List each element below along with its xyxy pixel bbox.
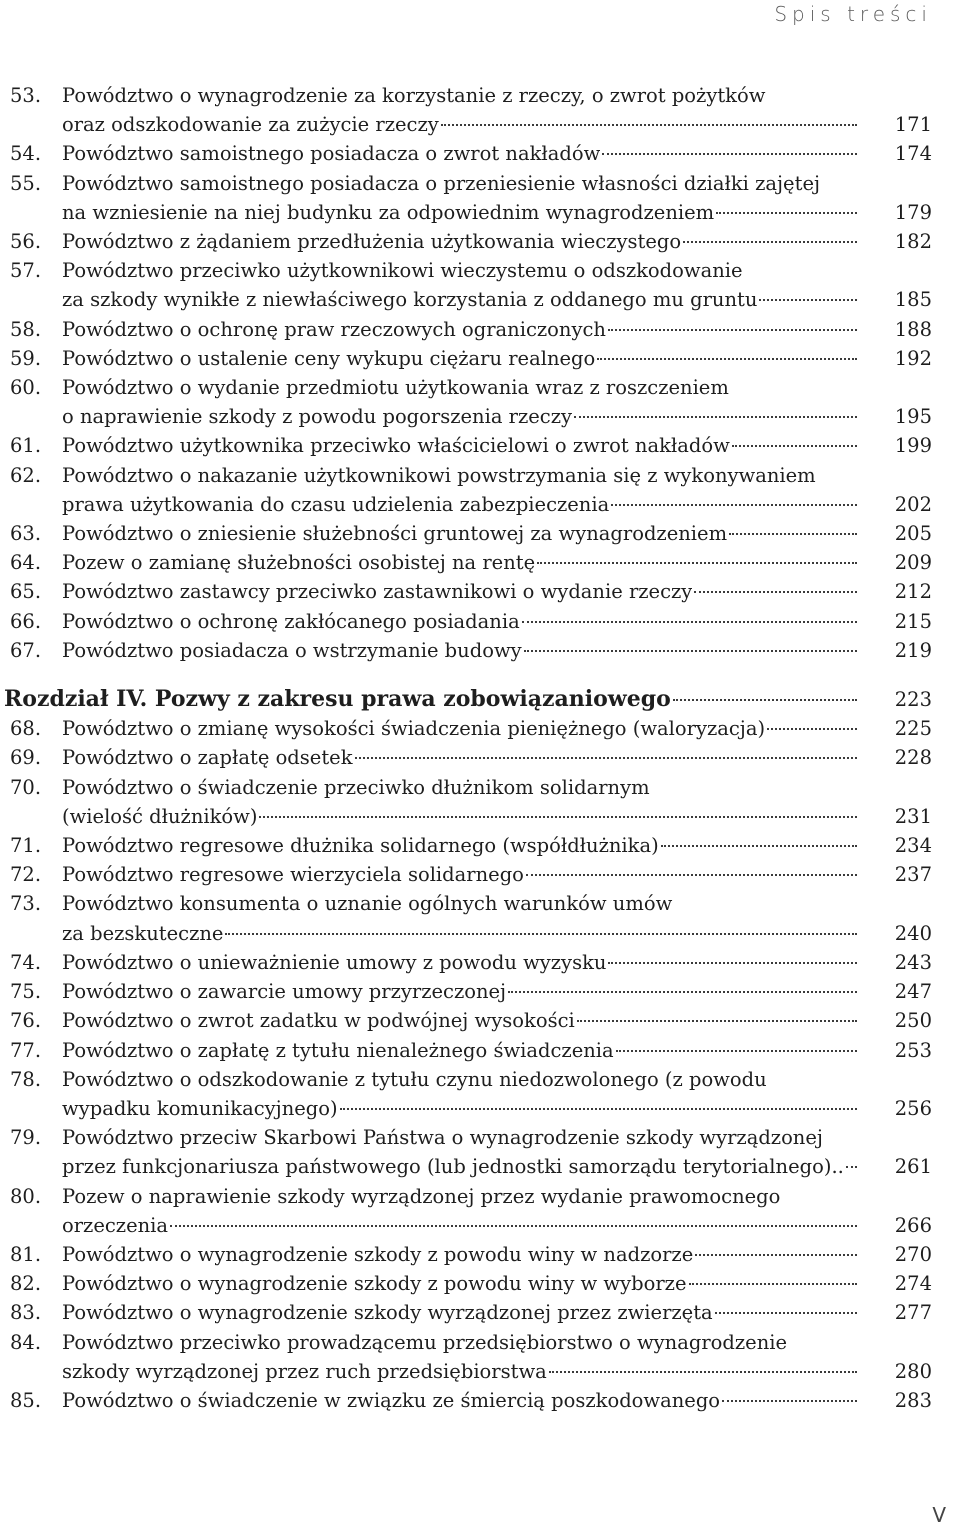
toc-entry[interactable] — [10, 577, 932, 606]
entry-title-line: Powództwo samoistnego posiadacza o zwrot nakładów — [62, 142, 601, 166]
entry-title-line: Powództwo użytkownika przeciwko właścicielowi o zwrot nakładów — [62, 434, 730, 458]
entry-number: 73. — [10, 892, 42, 916]
page-number: 174 — [894, 142, 932, 166]
toc-entry[interactable] — [10, 344, 932, 373]
entry-title — [62, 773, 860, 831]
dot-leader — [611, 504, 857, 506]
dot-leader — [767, 728, 857, 730]
toc-entry[interactable] — [10, 373, 932, 431]
dot-leader — [597, 358, 857, 360]
entry-number: 54. — [10, 142, 42, 166]
entry-title — [62, 1328, 860, 1386]
entry-title-line: Pozew o naprawienie szkody wyrządzonej przez wydanie prawomocnego — [62, 1184, 781, 1208]
entry-title-line: Powództwo konsumenta o uznanie ogólnych warunków umów — [62, 892, 673, 916]
dot-leader — [522, 621, 857, 623]
page-number: 202 — [894, 492, 932, 516]
toc-entry[interactable] — [10, 773, 932, 831]
entry-title — [62, 1386, 860, 1415]
page-number: 261 — [894, 1155, 932, 1179]
entry-title — [62, 1123, 860, 1181]
entry-title-line: Powództwo o ochronę zakłócanego posiadania — [62, 609, 520, 633]
toc-entry[interactable] — [10, 431, 932, 460]
entry-title — [62, 373, 860, 431]
entry-title-line: Powództwo o zniesienie służebności gruntowej za wynagrodzeniem — [62, 522, 728, 546]
entry-number: 64. — [10, 551, 42, 575]
page-number: 240 — [894, 921, 932, 945]
entry-title — [62, 743, 860, 772]
entry-title — [62, 948, 860, 977]
dot-leader — [225, 933, 857, 935]
entry-title-line: Powództwo regresowe wierzyciela solidarnego — [62, 863, 524, 887]
entry-number: 66. — [10, 609, 42, 633]
entry-title-line: Powództwo o zwrot zadatku w podwójnej wysokości — [62, 1009, 575, 1033]
entry-number: 75. — [10, 980, 42, 1004]
entry-title-line: Powództwo o nakazanie użytkownikowi powstrzymania się z wykonywaniem — [62, 463, 816, 487]
entry-number: 69. — [10, 746, 42, 770]
entry-number: 56. — [10, 230, 42, 254]
dot-leader — [729, 533, 857, 535]
entry-title — [62, 256, 860, 314]
page-number: 195 — [894, 405, 932, 429]
toc-group-chapter-3 — [10, 81, 932, 665]
page-number: 237 — [894, 863, 932, 887]
entry-title — [62, 315, 860, 344]
toc-entry[interactable] — [10, 519, 932, 548]
entry-title-line: przez funkcjonariusza państwowego (lub jednostki samorządu terytorialnego).. — [62, 1155, 844, 1179]
entry-title-line: oraz odszkodowanie za zużycie rzeczy — [62, 113, 439, 137]
entry-number: 63. — [10, 522, 42, 546]
page-number: 283 — [894, 1388, 932, 1412]
dot-leader — [549, 1371, 857, 1373]
toc-entry[interactable] — [10, 1298, 932, 1327]
entry-title — [62, 714, 860, 743]
toc-entry[interactable] — [10, 743, 932, 772]
page-number: 225 — [894, 717, 932, 741]
toc-entry[interactable] — [10, 948, 932, 977]
entry-number: 82. — [10, 1272, 42, 1296]
entry-title — [62, 344, 860, 373]
entry-title-line: Powództwo o świadczenie w związku ze śmiercią poszkodowanego — [62, 1388, 721, 1412]
toc-entry[interactable] — [10, 636, 932, 665]
entry-title — [62, 636, 860, 665]
dot-leader — [608, 962, 857, 964]
entry-title — [62, 1182, 860, 1240]
entry-title — [62, 1298, 860, 1327]
running-head: Spis treści — [774, 2, 932, 26]
entry-title-line: Powództwo przeciwko użytkownikowi wieczystemu o odszkodowanie — [62, 259, 743, 283]
page-number: 231 — [894, 804, 932, 828]
entry-title-line: wypadku komunikacyjnego) — [62, 1096, 338, 1120]
page-folio: V — [932, 1503, 946, 1527]
entry-number: 60. — [10, 376, 42, 400]
entry-title-line: za szkody wynikłe z niewłaściwego korzystania z oddanego mu gruntu — [62, 288, 758, 312]
entry-title-line: Powództwo o ochronę praw rzeczowych ograniczonych — [62, 317, 606, 341]
entry-title-line: Powództwo przeciwko prowadzącemu przedsiębiorstwo o wynagrodzenie — [62, 1330, 788, 1354]
page-number: 182 — [894, 230, 932, 254]
dot-leader — [577, 1020, 857, 1022]
entry-title-line: Powództwo o wynagrodzenie za korzystanie z rzeczy, o zwrot pożytków — [62, 84, 766, 107]
toc-entry[interactable] — [10, 315, 932, 344]
page-number: 277 — [894, 1301, 932, 1325]
dot-leader — [694, 591, 857, 593]
toc-entry[interactable] — [10, 607, 932, 636]
entry-number: 72. — [10, 863, 42, 887]
dot-leader — [602, 153, 857, 155]
entry-title-line: Powództwo o zmianę wysokości świadczenia pieniężnego (waloryzacja) — [62, 717, 766, 741]
page-number: 266 — [894, 1213, 932, 1237]
entry-title-line: na wzniesienie na niej budynku za odpowiednim wynagrodzeniem — [62, 200, 715, 224]
dot-leader — [759, 299, 857, 301]
dot-leader — [524, 650, 857, 652]
entry-title-line: Powództwo o wynagrodzenie szkody z powodu winy w wyborze — [62, 1272, 687, 1296]
toc-entry[interactable] — [10, 860, 932, 889]
entry-title-line: Powództwo o wynagrodzenie szkody wyrządzonej przez zwierzęta — [62, 1301, 713, 1325]
dot-leader — [846, 1166, 857, 1168]
entry-number: 68. — [10, 717, 42, 741]
page-number: 243 — [894, 950, 932, 974]
page-number: 256 — [894, 1096, 932, 1120]
entry-number: 80. — [10, 1184, 42, 1208]
dot-leader — [722, 1400, 857, 1402]
entry-number: 62. — [10, 463, 42, 487]
entry-title-line: Powództwo zastawcy przeciwko zastawnikowi o wydanie rzeczy — [62, 580, 693, 604]
toc-entry[interactable] — [10, 1182, 932, 1240]
entry-title-line: Powództwo o unieważnienie umowy z powodu wyzysku — [62, 950, 607, 974]
page-number: 192 — [894, 346, 932, 370]
entry-title — [62, 431, 860, 460]
dot-leader — [689, 1283, 858, 1285]
entry-title — [62, 1269, 860, 1298]
entry-title-line: Powództwo o zapłatę z tytułu nienależnego świadczenia — [62, 1038, 614, 1062]
dot-leader — [574, 416, 857, 418]
page-number: 228 — [894, 746, 932, 770]
entry-number: 61. — [10, 434, 42, 458]
page-number: 171 — [894, 113, 932, 137]
entry-title-line: orzeczenia — [62, 1213, 169, 1237]
entry-number: 77. — [10, 1038, 42, 1062]
page-number: 212 — [894, 580, 932, 604]
page-number: 250 — [894, 1009, 932, 1033]
entry-number: 55. — [10, 171, 42, 195]
toc-entry[interactable] — [10, 1269, 932, 1298]
toc-entry[interactable] — [10, 1240, 932, 1269]
table-of-contents — [4, 81, 932, 1415]
toc-group-chapter-4 — [10, 714, 932, 1415]
toc-entry[interactable] — [10, 1123, 932, 1181]
entry-title — [62, 1240, 860, 1269]
dot-leader — [508, 991, 857, 993]
entry-title — [62, 889, 860, 947]
toc-entry[interactable] — [10, 1036, 932, 1065]
page-number: 280 — [894, 1359, 932, 1383]
entry-title-line: Powództwo posiadacza o wstrzymanie budowy — [62, 638, 522, 662]
entry-number: 81. — [10, 1242, 42, 1266]
entry-title — [62, 1006, 860, 1035]
entry-number: 57. — [10, 259, 42, 283]
toc-entry[interactable] — [10, 81, 932, 139]
page-number: 253 — [894, 1038, 932, 1062]
page-number: 215 — [894, 609, 932, 633]
page-number: 234 — [894, 834, 932, 858]
toc-entry[interactable] — [10, 1065, 932, 1123]
page-number: 199 — [894, 434, 932, 458]
page-number: 205 — [894, 522, 932, 546]
entry-title-line: Powództwo przeciw Skarbowi Państwa o wynagrodzenie szkody wyrządzonej — [62, 1126, 823, 1150]
toc-entry[interactable] — [10, 169, 932, 227]
entry-number: 58. — [10, 317, 42, 341]
entry-title-line: Powództwo regresowe dłużnika solidarnego (współdłużnika) — [62, 834, 659, 858]
page-number: 274 — [894, 1272, 932, 1296]
toc-entry[interactable] — [10, 1386, 932, 1415]
entry-title-line: Powództwo o zapłatę odsetek — [62, 746, 353, 770]
entry-title-line: Powództwo o ustalenie ceny wykupu ciężaru realnego — [62, 346, 596, 370]
toc-entry[interactable] — [10, 714, 932, 743]
entry-title — [62, 169, 860, 227]
entry-title-line: Powództwo z żądaniem przedłużenia użytkowania wieczystego — [62, 230, 682, 254]
dot-leader — [355, 757, 857, 759]
entry-number: 53. — [10, 84, 42, 107]
entry-number: 74. — [10, 950, 42, 974]
toc-entry[interactable] — [10, 1006, 932, 1035]
entry-number: 59. — [10, 346, 42, 370]
dot-leader — [170, 1225, 857, 1227]
page-number: 270 — [894, 1242, 932, 1266]
dot-leader — [608, 329, 857, 331]
chapter-title: Rozdział IV. Pozwy z zakresu prawa zobowiązaniowego — [4, 686, 671, 713]
entry-title — [62, 519, 860, 548]
toc-entry[interactable] — [10, 256, 932, 314]
entry-title — [62, 461, 860, 519]
page-number: 219 — [894, 638, 932, 662]
entry-number: 76. — [10, 1009, 42, 1033]
entry-title-line: prawa użytkowania do czasu udzielenia zabezpieczenia — [62, 492, 610, 516]
entry-title — [62, 860, 860, 889]
page-number: 247 — [894, 980, 932, 1004]
entry-title — [62, 607, 860, 636]
dot-leader — [695, 1254, 857, 1256]
dot-leader — [537, 562, 857, 564]
entry-title — [62, 1065, 860, 1123]
entry-title-line: o naprawienie szkody z powodu pogorszenia rzeczy — [62, 405, 573, 429]
toc-entry[interactable] — [10, 831, 932, 860]
entry-title-line: Powództwo samoistnego posiadacza o przeniesienie własności działki zajętej — [62, 171, 821, 195]
entry-title-line: (wielość dłużników) — [62, 804, 258, 828]
dot-leader — [732, 445, 857, 447]
entry-title — [62, 831, 860, 860]
toc-entry[interactable] — [10, 461, 932, 519]
entry-title — [62, 1036, 860, 1065]
entry-number: 65. — [10, 580, 42, 604]
toc-entry[interactable] — [10, 227, 932, 256]
chapter-page-number: 223 — [894, 688, 932, 712]
dot-leader — [716, 212, 857, 214]
toc-entry[interactable] — [10, 548, 932, 577]
entry-number: 70. — [10, 775, 42, 799]
dot-leader — [526, 874, 857, 876]
entry-number: 85. — [10, 1388, 42, 1412]
toc-entry[interactable] — [10, 889, 932, 947]
dot-leader — [441, 124, 857, 126]
entry-number: 83. — [10, 1301, 42, 1325]
entry-title-line: Pozew o zamianę służebności osobistej na rentę — [62, 551, 536, 575]
entry-title-line: Powództwo o wynagrodzenie szkody z powodu winy w nadzorze — [62, 1242, 694, 1266]
entry-title — [62, 977, 860, 1006]
page-number: 179 — [894, 200, 932, 224]
toc-entry[interactable] — [10, 1328, 932, 1386]
entry-number: 67. — [10, 638, 42, 662]
entry-title — [62, 139, 860, 168]
entry-title-line: Powództwo o zawarcie umowy przyrzeczonej — [62, 980, 507, 1004]
entry-number: 79. — [10, 1126, 42, 1150]
dot-leader — [673, 699, 857, 701]
toc-entry[interactable] — [10, 139, 932, 168]
chapter-heading[interactable] — [4, 685, 932, 714]
dot-leader — [259, 816, 857, 818]
toc-entry[interactable] — [10, 977, 932, 1006]
entry-title-line: Powództwo o wydanie przedmiotu użytkowania wraz z roszczeniem — [62, 376, 729, 400]
entry-number: 84. — [10, 1330, 42, 1354]
dot-leader — [683, 241, 857, 243]
entry-title — [62, 548, 860, 577]
dot-leader — [715, 1312, 857, 1314]
entry-number: 71. — [10, 834, 42, 858]
page-number: 185 — [894, 288, 932, 312]
entry-number: 78. — [10, 1067, 42, 1091]
entry-title-line: za bezskuteczne — [62, 921, 224, 945]
entry-title-line: Powództwo o świadczenie przeciwko dłużnikom solidarnym — [62, 775, 650, 799]
entry-title — [62, 227, 860, 256]
dot-leader — [661, 845, 857, 847]
page-number: 188 — [894, 317, 932, 341]
page-number: 209 — [894, 551, 932, 575]
dot-leader — [340, 1108, 857, 1110]
entry-title — [62, 577, 860, 606]
dot-leader — [616, 1050, 857, 1052]
entry-title-line: Powództwo o odszkodowanie z tytułu czynu niedozwolonego (z powodu — [62, 1067, 767, 1091]
entry-title-line: szkody wyrządzonej przez ruch przedsiębiorstwa — [62, 1359, 547, 1383]
entry-title — [62, 81, 860, 139]
